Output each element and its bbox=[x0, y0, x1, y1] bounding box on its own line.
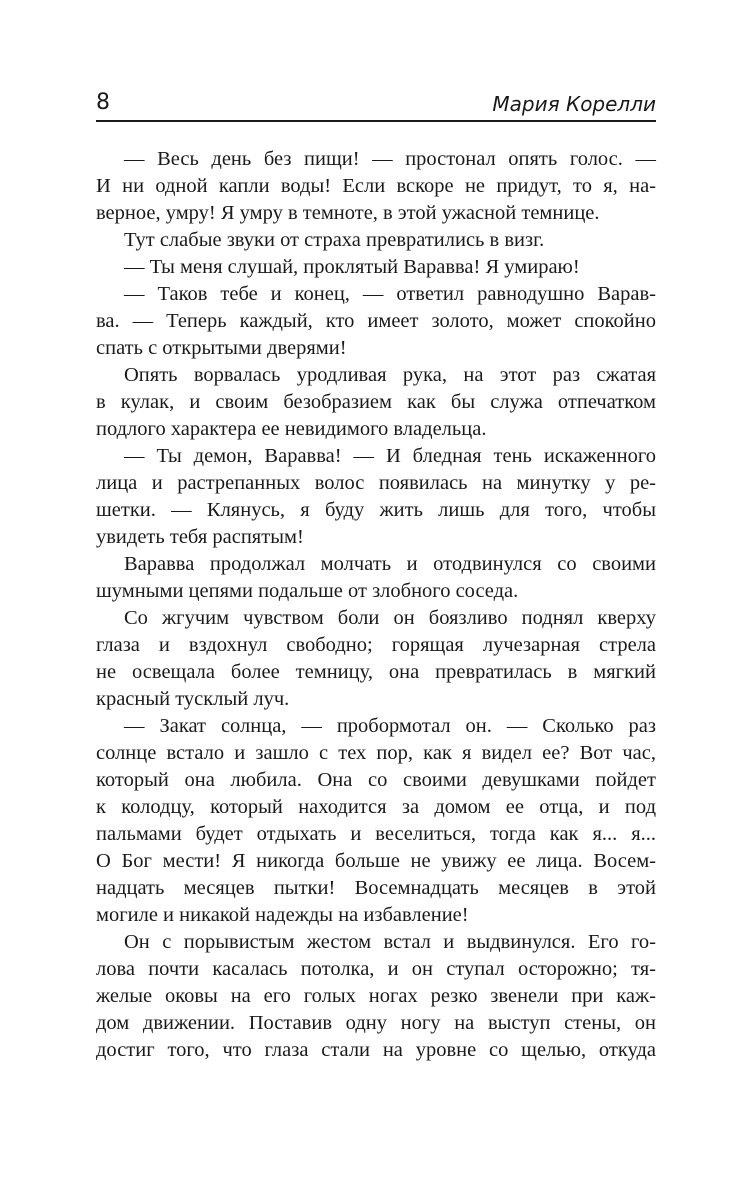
page-number: 8 bbox=[96, 90, 110, 115]
text-line: — Закат солнца, — пробормотал он. — Сколько раз bbox=[124, 715, 656, 737]
paragraph bbox=[96, 227, 656, 254]
text-line: пальмами будет отдыхать и веселиться, тогда как я... я... bbox=[96, 823, 656, 845]
text-line: не освещала более темницу, она превратилась в мягкий bbox=[96, 661, 656, 683]
text-line: красный тусклый луч. bbox=[96, 688, 290, 710]
text-line: шумными цепями подальше от злобного соседа. bbox=[96, 580, 519, 602]
text-line: достиг того, что глаза стали на уровне со щелью, откуда bbox=[96, 1039, 656, 1061]
text-line: который она любила. Она со своими девушками пойдет bbox=[96, 769, 656, 791]
paragraph bbox=[96, 362, 656, 443]
text-line: желые оковы на его голых ногах резко звенели при каж- bbox=[96, 985, 656, 1007]
text-line: к колодцу, который находится за домом ее отца, и под bbox=[96, 796, 656, 818]
paragraph bbox=[96, 254, 656, 281]
text-line: солнце встало и зашло с тех пор, как я видел ее? Вот час, bbox=[96, 742, 656, 764]
running-head-author: Мария Корелли bbox=[492, 92, 656, 116]
text-line: — Весь день без пищи! — простонал опять голос. — bbox=[124, 148, 656, 170]
text-line: лица и растрепанных волос появилась на минутку у ре- bbox=[96, 472, 656, 494]
text-line: спать с открытыми дверями! bbox=[96, 337, 347, 359]
paragraph bbox=[96, 443, 656, 551]
text-line: верное, умру! Я умру в темноте, в этой ужасной темнице. bbox=[96, 202, 600, 224]
text-line: О Бог мести! Я никогда больше не увижу ее лица. Восем- bbox=[96, 850, 656, 872]
paragraph bbox=[96, 551, 656, 605]
text-line: могиле и никакой надежды на избавление! bbox=[96, 904, 469, 926]
text-line: лова почти касалась потолка, и он ступал осторожно; тя- bbox=[96, 958, 656, 980]
text-line: Он с порывистым жестом встал и выдвинулся. Его го- bbox=[124, 931, 656, 953]
text-line: И ни одной капли воды! Если вскоре не придут, то я, на- bbox=[96, 175, 656, 197]
text-line: увидеть тебя распятым! bbox=[96, 526, 304, 548]
paragraph bbox=[96, 929, 656, 1064]
text-line: дом движении. Поставив одну ногу на выступ стены, он bbox=[96, 1012, 656, 1034]
text-line: Варавва продолжал молчать и отодвинулся со своими bbox=[124, 553, 656, 575]
body-text bbox=[96, 146, 656, 1064]
paragraph bbox=[96, 605, 656, 713]
text-line: Опять ворвалась уродливая рука, на этот раз сжатая bbox=[124, 364, 656, 386]
text-line: Тут слабые звуки от страха превратились в визг. bbox=[124, 229, 545, 251]
paragraph bbox=[96, 146, 656, 227]
text-line: ва. — Теперь каждый, кто имеет золото, может спокойно bbox=[96, 310, 656, 332]
text-line: — Ты демон, Варавва! — И бледная тень искаженного bbox=[124, 445, 656, 467]
text-line: — Таков тебе и конец, — ответил равнодушно Варав- bbox=[124, 283, 656, 305]
page-header bbox=[96, 88, 656, 122]
text-line: в кулак, и своим безобразием как бы служа отпечатком bbox=[96, 391, 656, 413]
text-line: шетки. — Клянусь, я буду жить лишь для того, чтобы bbox=[96, 499, 656, 521]
text-line: глаза и вздохнул свободно; горящая лучезарная стрела bbox=[96, 634, 656, 656]
paragraph bbox=[96, 281, 656, 362]
text-line: — Ты меня слушай, проклятый Варавва! Я умираю! bbox=[124, 256, 580, 278]
text-line: Со жгучим чувством боли он боязливо поднял кверху bbox=[124, 607, 656, 629]
text-line: надцать месяцев пытки! Восемнадцать месяцев в этой bbox=[96, 877, 656, 899]
text-line: подлого характера ее невидимого владельца. bbox=[96, 418, 487, 440]
paragraph bbox=[96, 713, 656, 929]
